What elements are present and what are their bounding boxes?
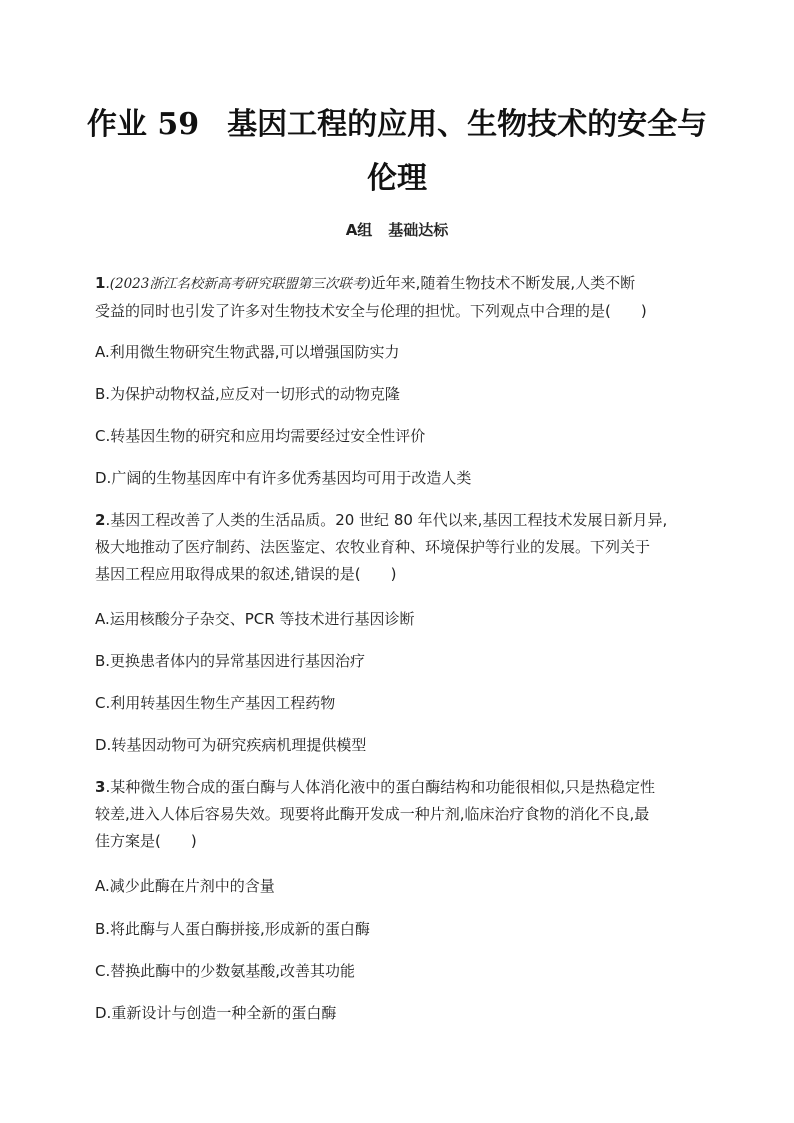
question-1-option-a: A.利用微生物研究生物武器,可以增强国防实力 [95,343,400,361]
title-number: 59 [157,107,200,142]
question-number: 1 [95,274,106,292]
question-2-line-3: 基因工程应用取得成果的叙述,错误的是( ) [95,565,397,583]
question-3-option-b: B.将此酶与人蛋白酶拼接,形成新的蛋白酶 [95,920,370,938]
question-2-stem [95,507,695,588]
question-2-line-1 [95,507,695,534]
question-1-line-1 [95,270,695,298]
question-source: .(2023浙江名校新高考研究联盟第三次联考) [105,276,371,292]
question-2-option-a: A.运用核酸分子杂交、PCR 等技术进行基因诊断 [95,610,415,628]
question-2-option-c: C.利用转基因生物生产基因工程药物 [95,694,336,712]
question-2-option-b: B.更换患者体内的异常基因进行基因治疗 [95,652,366,670]
question-1-stem [95,270,695,325]
title-line-1 [60,98,734,152]
section-name: 基础达标 [388,221,449,239]
question-3-line-3: 佳方案是( ) [95,832,197,850]
question-2-text-1: .基因工程改善了人类的生活品质。20 世纪 80 年代以来,基因工程技术发展日新月异, [105,511,668,529]
question-3-stem [95,774,695,855]
question-1-text-1: 近年来,随着生物技术不断发展,人类不断 [370,274,636,292]
question-3-line-1 [95,774,695,801]
question-number: 3 [95,778,106,796]
question-3-text-1: .某种微生物合成的蛋白酶与人体消化液中的蛋白酶结构和功能很相似,只是热稳定性 [105,778,655,796]
question-1-option-b: B.为保护动物权益,应反对一切形式的动物克隆 [95,385,400,403]
question-1-option-c: C.转基因生物的研究和应用均需要经过安全性评价 [95,427,426,445]
title-prefix: 作业 [86,107,147,142]
question-3-line-2: 较差,进入人体后容易失效。现要将此酶开发成一种片剂,临床治疗食物的消化不良,最 [95,805,650,823]
title-line-1-text: 基因工程的应用、生物技术的安全与 [227,107,708,142]
question-2-option-d: D.转基因动物可为研究疾病机理提供模型 [95,736,367,754]
question-number: 2 [95,511,106,529]
question-2-line-2: 极大地推动了医疗制药、法医鉴定、农牧业育种、环境保护等行业的发展。下列关于 [95,538,651,556]
question-3-option-d: D.重新设计与创造一种全新的蛋白酶 [95,1004,337,1022]
title-line-2: 伦理 [367,161,427,196]
question-1-option-d: D.广阔的生物基因库中有许多优秀基因均可用于改造人类 [95,469,472,487]
question-3-option-a: A.减少此酶在片剂中的含量 [95,877,275,895]
question-1-line-2: 受益的同时也引发了许多对生物技术安全与伦理的担忧。下列观点中合理的是( ) [95,302,647,320]
section-group: A组 [345,221,373,239]
page-title [60,98,734,206]
section-header [0,219,794,240]
question-3-option-c: C.替换此酶中的少数氨基酸,改善其功能 [95,962,356,980]
